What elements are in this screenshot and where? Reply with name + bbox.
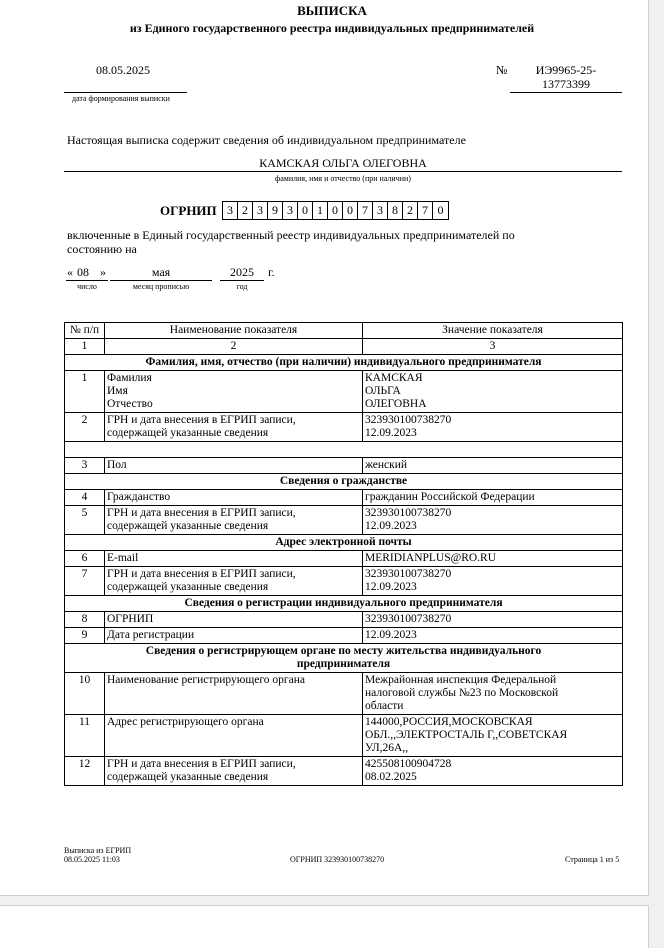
ogrnip-digit: 7 bbox=[358, 202, 373, 219]
row-number: 3 bbox=[65, 458, 105, 474]
row-value: 323930100738270 12.09.2023 bbox=[363, 506, 623, 535]
section-row bbox=[65, 596, 623, 612]
row-number: 1 bbox=[65, 371, 105, 413]
row-number: 10 bbox=[65, 673, 105, 715]
header-num-cell: 3 bbox=[363, 339, 623, 355]
ogrnip-digit: 2 bbox=[403, 202, 418, 219]
day-caption: число bbox=[77, 282, 97, 291]
date-year: 2025 bbox=[230, 265, 254, 279]
row-value: женский bbox=[363, 458, 623, 474]
extract-table bbox=[64, 322, 623, 786]
table-row bbox=[65, 413, 623, 442]
section-title: Сведения о регистрирующем органе по месту жительства индивидуального предпринимателя bbox=[65, 644, 623, 673]
row-value: 144000,РОССИЯ,МОСКОВСКАЯ ОБЛ.,,ЭЛЕКТРОСТАЛЬ Г,,СОВЕТСКАЯ УЛ,26А,, bbox=[363, 715, 623, 757]
row-name: ГРН и дата внесения в ЕГРИП записи, содержащей указанные сведения bbox=[105, 413, 363, 442]
row-value: 323930100738270 bbox=[363, 612, 623, 628]
row-value: 323930100738270 12.09.2023 bbox=[363, 413, 623, 442]
row-name: ГРН и дата внесения в ЕГРИП записи, содержащей указанные сведения bbox=[105, 506, 363, 535]
row-name: E-mail bbox=[105, 551, 363, 567]
included-line2: состоянию на bbox=[67, 242, 137, 256]
row-number: 9 bbox=[65, 628, 105, 644]
entrepreneur-fio: КАМСКАЯ ОЛЬГА ОЛЕГОВНА bbox=[259, 156, 427, 170]
ogrnip-label: ОГРНИП bbox=[160, 203, 217, 218]
formation-date-caption: дата формирования выписки bbox=[72, 94, 170, 103]
row-number: 6 bbox=[65, 551, 105, 567]
date-day: 08 bbox=[77, 265, 89, 279]
next-page bbox=[0, 905, 649, 948]
empty-row bbox=[65, 442, 623, 458]
ogrnip-digit: 8 bbox=[388, 202, 403, 219]
row-number: 5 bbox=[65, 506, 105, 535]
row-name: ГРН и дата внесения в ЕГРИП записи, содержащей указанные сведения bbox=[105, 567, 363, 596]
section-row bbox=[65, 644, 623, 673]
row-number: 4 bbox=[65, 490, 105, 506]
row-name: Гражданство bbox=[105, 490, 363, 506]
ogrnip-cells bbox=[222, 201, 449, 220]
ogrnip-digit: 0 bbox=[328, 202, 343, 219]
header-num-cell: 2 bbox=[105, 339, 363, 355]
table-row bbox=[65, 506, 623, 535]
ogrnip-digit: 2 bbox=[238, 202, 253, 219]
row-value: 425508100904728 08.02.2025 bbox=[363, 757, 623, 786]
header-cell: № п/п bbox=[65, 323, 105, 339]
ogrnip-digit: 9 bbox=[268, 202, 283, 219]
footer-doc-name: Выписка из ЕГРИП bbox=[64, 846, 132, 855]
table-row bbox=[65, 490, 623, 506]
table-row bbox=[65, 757, 623, 786]
table-row bbox=[65, 551, 623, 567]
ogrnip-digit: 3 bbox=[253, 202, 268, 219]
header-cell: Значение показателя bbox=[363, 323, 623, 339]
section-row bbox=[65, 535, 623, 551]
table-header-num-row bbox=[65, 339, 623, 355]
header-cell: Наименование показателя bbox=[105, 323, 363, 339]
footer-page-number: Страница 1 из 5 bbox=[565, 855, 620, 864]
footer-timestamp: 08.05.2025 11:03 bbox=[64, 855, 120, 864]
section-title: Сведения о регистрации индивидуального предпринимателя bbox=[65, 596, 623, 612]
ogrnip-digit: 0 bbox=[343, 202, 358, 219]
row-value: Межрайонная инспекция Федеральной налоговой службы №23 по Московской области bbox=[363, 673, 623, 715]
row-value: MERIDIANPLUS@RO.RU bbox=[363, 551, 623, 567]
row-name: Дата регистрации bbox=[105, 628, 363, 644]
row-number: 2 bbox=[65, 413, 105, 442]
document-title: ВЫПИСКА bbox=[297, 3, 367, 18]
section-title: Адрес электронной почты bbox=[65, 535, 623, 551]
date-day-close: » bbox=[100, 265, 106, 279]
table-row bbox=[65, 612, 623, 628]
row-number: 11 bbox=[65, 715, 105, 757]
ogrnip-digit: 0 bbox=[298, 202, 313, 219]
row-value: 12.09.2023 bbox=[363, 628, 623, 644]
row-value: 323930100738270 12.09.2023 bbox=[363, 567, 623, 596]
ogrnip-digit: 3 bbox=[283, 202, 298, 219]
table-header-row bbox=[65, 323, 623, 339]
row-value: гражданин Российской Федерации bbox=[363, 490, 623, 506]
ogrnip-digit: 3 bbox=[223, 202, 238, 219]
row-number: 8 bbox=[65, 612, 105, 628]
included-line1: включенные в Единый государственный реестр индивидуальных предпринимателей по bbox=[67, 228, 515, 242]
row-name: Адрес регистрирующего органа bbox=[105, 715, 363, 757]
footer-left bbox=[64, 846, 131, 864]
row-name: Фамилия Имя Отчество bbox=[105, 371, 363, 413]
row-name: Пол bbox=[105, 458, 363, 474]
table-row bbox=[65, 628, 623, 644]
ogrnip-digit: 3 bbox=[373, 202, 388, 219]
table-row bbox=[65, 715, 623, 757]
extract-number-line1: ИЭ9965-25- bbox=[535, 63, 597, 77]
row-value: КАМСКАЯ ОЛЬГА ОЛЕГОВНА bbox=[363, 371, 623, 413]
date-month: мая bbox=[151, 265, 171, 279]
ogrnip-digit: 1 bbox=[313, 202, 328, 219]
table-row bbox=[65, 673, 623, 715]
fio-caption: фамилия, имя и отчество (при наличии) bbox=[275, 174, 411, 183]
table-row bbox=[65, 458, 623, 474]
formation-date: 08.05.2025 bbox=[96, 63, 150, 77]
intro-text: Настоящая выписка содержит сведения об индивидуальном предпринимателе bbox=[67, 133, 466, 147]
row-name: Наименование регистрирующего органа bbox=[105, 673, 363, 715]
row-number: 7 bbox=[65, 567, 105, 596]
ogrnip-digit: 7 bbox=[418, 202, 433, 219]
number-sign: № bbox=[496, 63, 508, 77]
row-number: 12 bbox=[65, 757, 105, 786]
section-row bbox=[65, 474, 623, 490]
included-text bbox=[67, 228, 515, 256]
section-row bbox=[65, 355, 623, 371]
month-caption: месяц прописью bbox=[132, 282, 190, 291]
table-row bbox=[65, 567, 623, 596]
document-subtitle: из Единого государственного реестра индивидуальных предпринимателей bbox=[129, 21, 535, 35]
row-name: ГРН и дата внесения в ЕГРИП записи, содержащей указанные сведения bbox=[105, 757, 363, 786]
row-name: ОГРНИП bbox=[105, 612, 363, 628]
date-year-suffix: г. bbox=[268, 265, 275, 279]
table-row bbox=[65, 371, 623, 413]
extract-number bbox=[510, 63, 622, 91]
section-title: Сведения о гражданстве bbox=[65, 474, 623, 490]
ogrnip-digit: 0 bbox=[437, 203, 444, 217]
section-title: Фамилия, имя, отчество (при наличии) индивидуального предпринимателя bbox=[65, 355, 623, 371]
date-day-open: « bbox=[67, 265, 73, 279]
footer-ogrnip: ОГРНИП 323930100738270 bbox=[290, 855, 385, 864]
year-caption: год bbox=[236, 282, 248, 291]
extract-number-line2: 13773399 bbox=[542, 77, 590, 91]
header-num-cell: 1 bbox=[65, 339, 105, 355]
